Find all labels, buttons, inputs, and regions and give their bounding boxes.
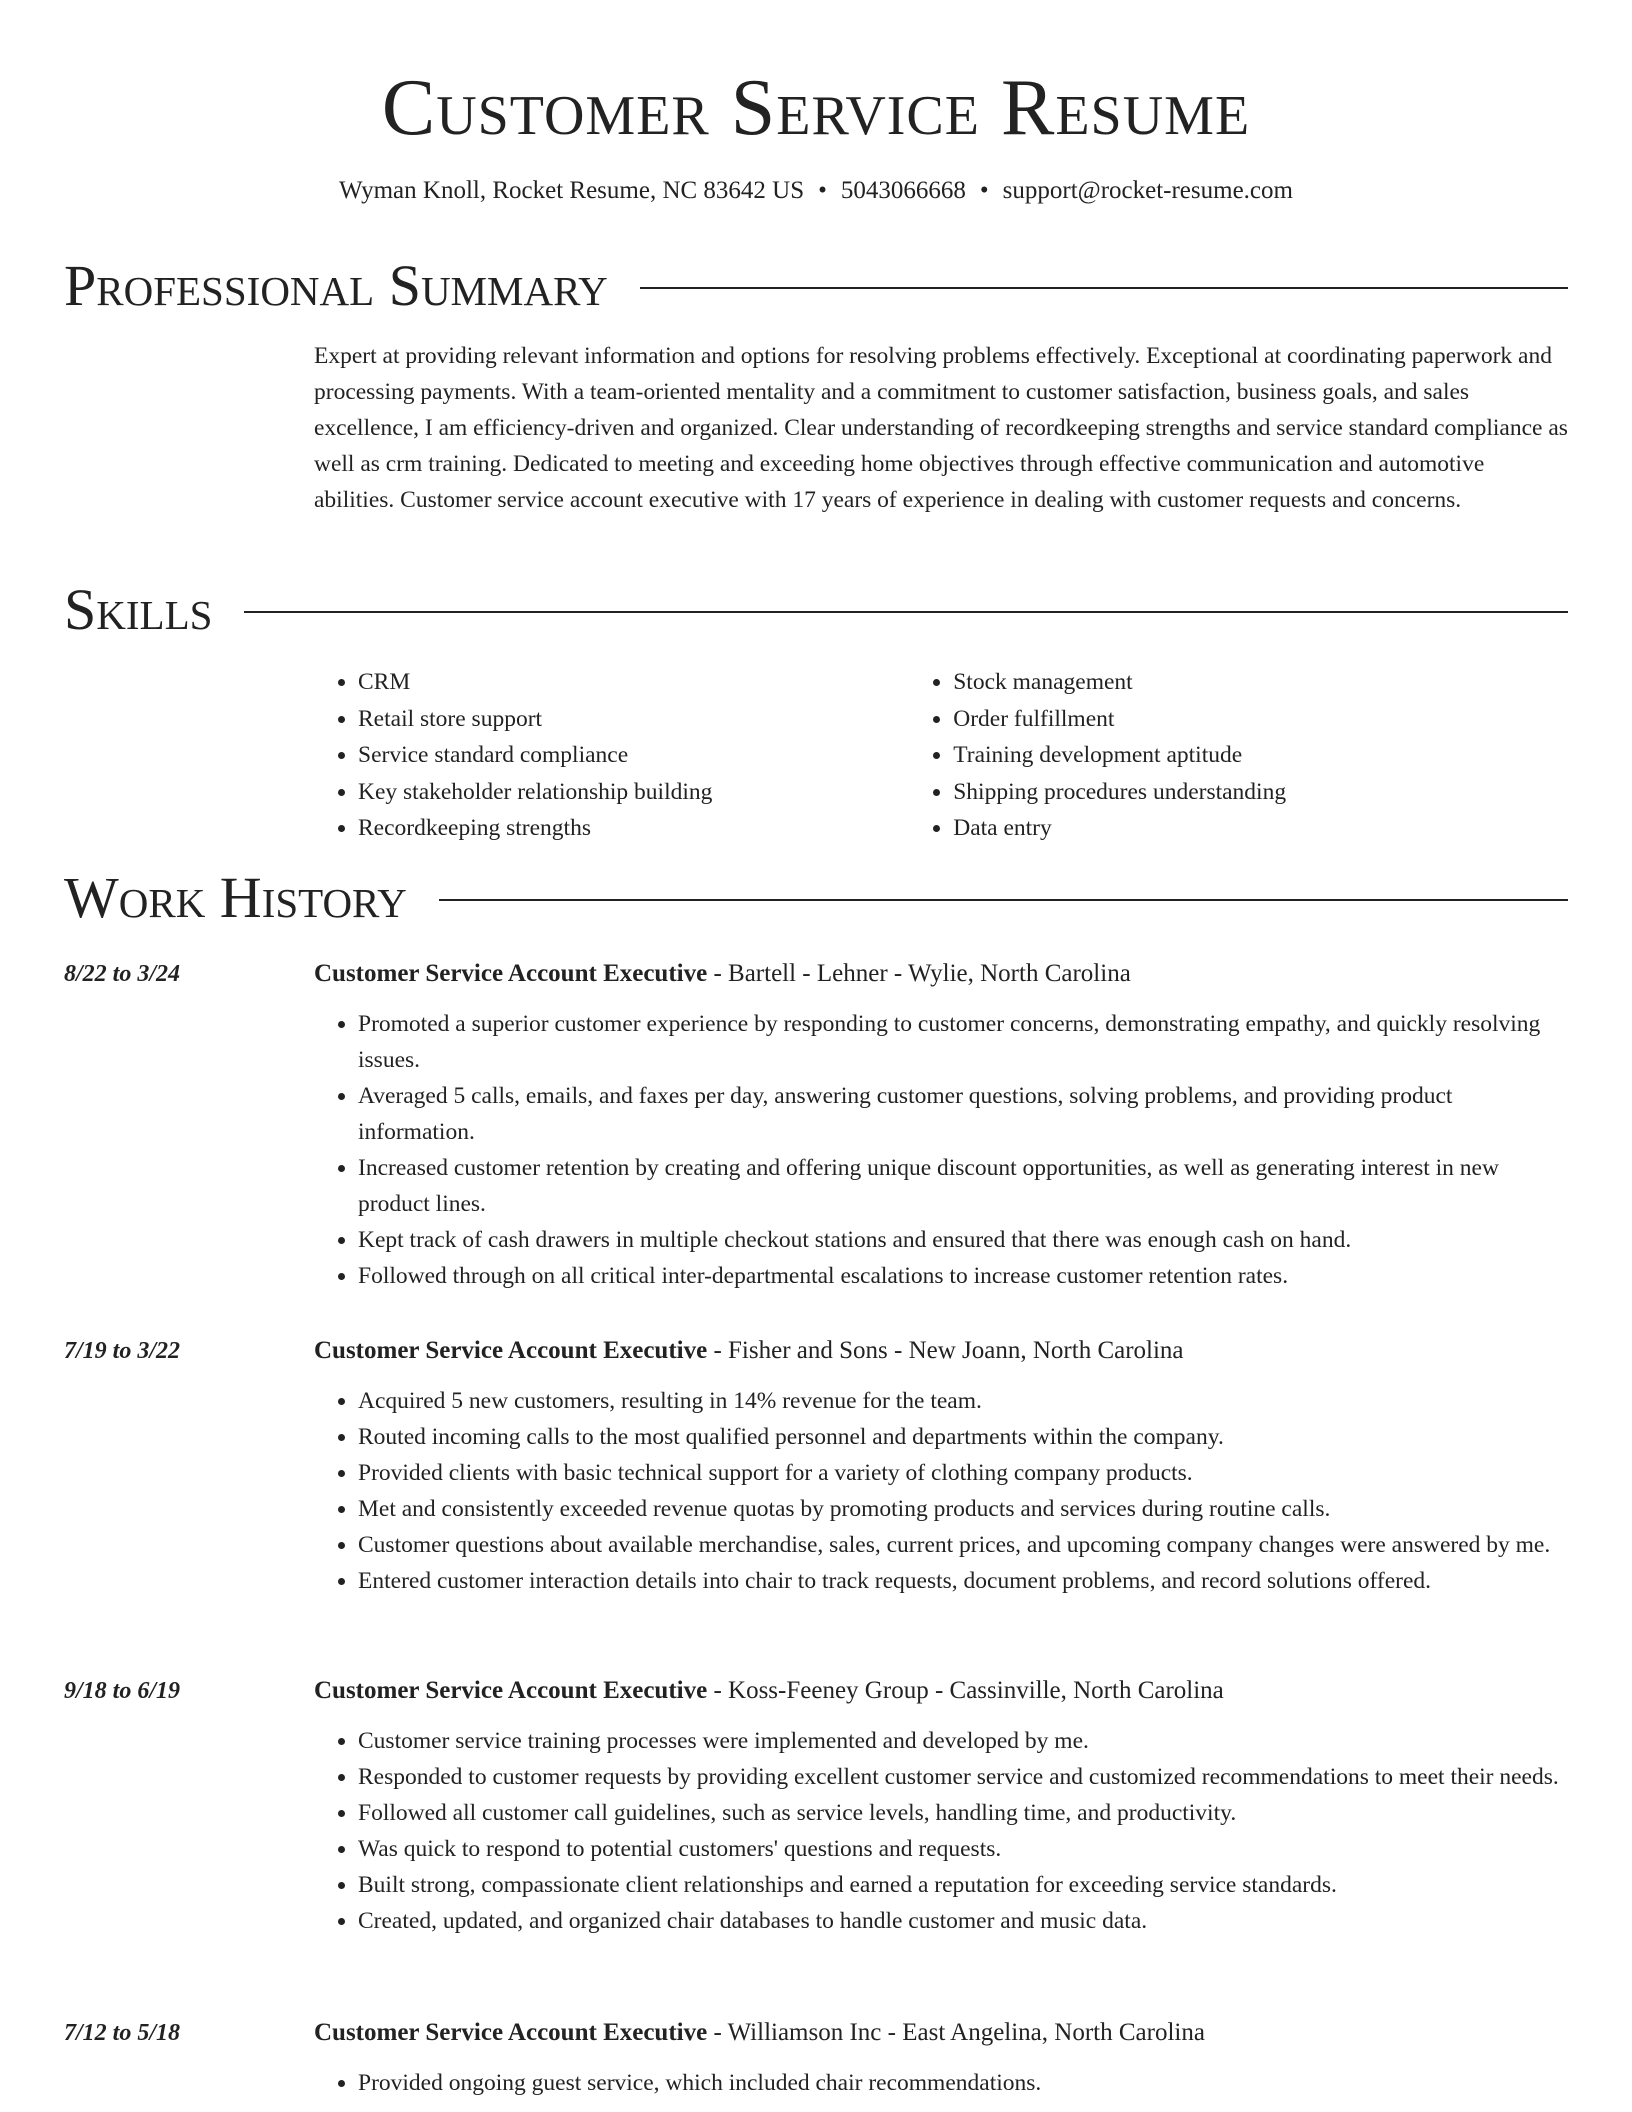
job-company: - Fisher and Sons - New Joann, North Carolina [707, 1337, 1184, 1364]
skill-item: • Service standard compliance [358, 737, 909, 774]
section-divider [244, 611, 1568, 613]
contact-email: support@rocket-resume.com [1002, 177, 1293, 204]
skill-item: • CRM [358, 664, 909, 701]
skill-item: • Retail store support [358, 701, 909, 738]
skill-item: • Training development aptitude [953, 737, 1570, 774]
job-company: - Koss-Feeney Group - Cassinville, North Carolina [707, 1677, 1224, 1704]
job-bullet: • Provided ongoing guest service, which included chair recommendations. [358, 2065, 1570, 2101]
job-heading [314, 1673, 1570, 1709]
job-bullets [314, 1006, 1570, 1294]
section-header-summary [64, 254, 1568, 318]
skill-item: • Recordkeeping strengths [358, 810, 909, 847]
skill-item: • Shipping procedures understanding [953, 774, 1570, 811]
job-dates: 8/22 to 3/24 [64, 961, 181, 987]
job-bullet: • Created, updated, and organized chair databases to handle customer and music data. [358, 1903, 1570, 1939]
job-title: Customer Service Account Executive [314, 2019, 708, 2046]
job-bullet: • Acquired 5 new customers, resulting in 14% revenue for the team. [358, 1383, 1570, 1419]
job-heading [314, 1333, 1570, 1369]
job-bullets [314, 1383, 1570, 1599]
job-bullet: • Entered customer interaction details into chair to track requests, document problems, and record solutions offered. [358, 1563, 1570, 1599]
job-bullet: • Met and consistently exceeded revenue quotas by promoting products and services during routine calls. [358, 1491, 1570, 1527]
skill-item: • Data entry [953, 810, 1570, 847]
skill-item: • Order fulfillment [953, 701, 1570, 738]
job-title: Customer Service Account Executive [314, 1337, 708, 1364]
skill-item: • Stock management [953, 664, 1570, 701]
job-bullet: • Customer service training processes were implemented and developed by me. [358, 1723, 1570, 1759]
job-dates: 7/19 to 3/22 [64, 1338, 181, 1364]
job-dates: 7/12 to 5/18 [64, 2020, 181, 2046]
skills-column-right [909, 664, 1570, 847]
job-heading [314, 2015, 1570, 2051]
job-bullet: • Responded to customer requests by providing excellent customer service and customized recommendations to meet their needs. [358, 1759, 1570, 1795]
section-header-skills [64, 578, 1568, 642]
job-bullets [314, 1723, 1570, 1939]
job-bullet: • Followed through on all critical inter-departmental escalations to increase customer retention rates. [358, 1258, 1570, 1294]
job-bullet: • Averaged 5 calls, emails, and faxes per day, answering customer questions, solving problems, and providing product information. [358, 1078, 1570, 1150]
skills-list [314, 664, 1570, 847]
skills-column-left [314, 664, 909, 847]
contact-separator: • [979, 177, 989, 204]
section-title-work-history: Work History [64, 865, 407, 930]
section-title-skills: Skills [64, 577, 213, 642]
job-bullet: • Promoted a superior customer experience by responding to customer concerns, demonstrating empathy, and quickly resolving issues. [358, 1006, 1570, 1078]
job-bullet: • Followed all customer call guidelines, such as service levels, handling time, and productivity. [358, 1795, 1570, 1831]
job-bullet: • Increased customer retention by creating and offering unique discount opportunities, as well as generating interest in new product lines. [358, 1150, 1570, 1222]
summary-text: Expert at providing relevant information and options for resolving problems effectively. Exceptional at coordinating paperwork and processing payments. With a team-oriented mentality and a commitment to customer satisfaction, business goals, and sales excellence, I am efficiency-driven and organized. Clear understanding of recordkeeping strengths and service standard compliance as well as crm training. Dedicated to meeting and exceeding home objectives through effective communication and automotive abilities. Customer service account executive with 17 years of experience in dealing with customer requests and concerns. [314, 343, 1568, 513]
section-divider [640, 287, 1568, 289]
job-title: Customer Service Account Executive [314, 960, 708, 987]
job-bullet: • Built strong, compassionate client relationships and earned a reputation for exceeding service standards. [358, 1867, 1570, 1903]
job-company: - Williamson Inc - East Angelina, North Carolina [707, 2019, 1205, 2046]
job-company: - Bartell - Lehner - Wylie, North Carolina [707, 960, 1131, 987]
job-heading [314, 956, 1570, 992]
section-header-work-history [64, 866, 1568, 930]
contact-phone: 5043066668 [840, 177, 966, 204]
contact-address: Wyman Knoll, Rocket Resume, NC 83642 US [339, 177, 805, 204]
section-divider [439, 899, 1568, 901]
job-bullets [314, 2065, 1570, 2101]
job-bullet: • Was quick to respond to potential customers' questions and requests. [358, 1831, 1570, 1867]
job-bullet: • Customer questions about available merchandise, sales, current prices, and upcoming company changes were answered by me. [358, 1527, 1570, 1563]
resume-title: Customer Service Resume [381, 64, 1251, 152]
skill-item: • Key stakeholder relationship building [358, 774, 909, 811]
job-bullet: • Routed incoming calls to the most qualified personnel and departments within the company. [358, 1419, 1570, 1455]
contact-line [0, 174, 1632, 208]
job-bullet: • Provided clients with basic technical support for a variety of clothing company products. [358, 1455, 1570, 1491]
job-title: Customer Service Account Executive [314, 1677, 708, 1704]
job-dates: 9/18 to 6/19 [64, 1678, 181, 1704]
section-title-summary: Professional Summary [64, 253, 608, 318]
contact-separator: • [818, 177, 827, 204]
job-bullet: • Kept track of cash drawers in multiple checkout stations and ensured that there was enough cash on hand. [358, 1222, 1570, 1258]
